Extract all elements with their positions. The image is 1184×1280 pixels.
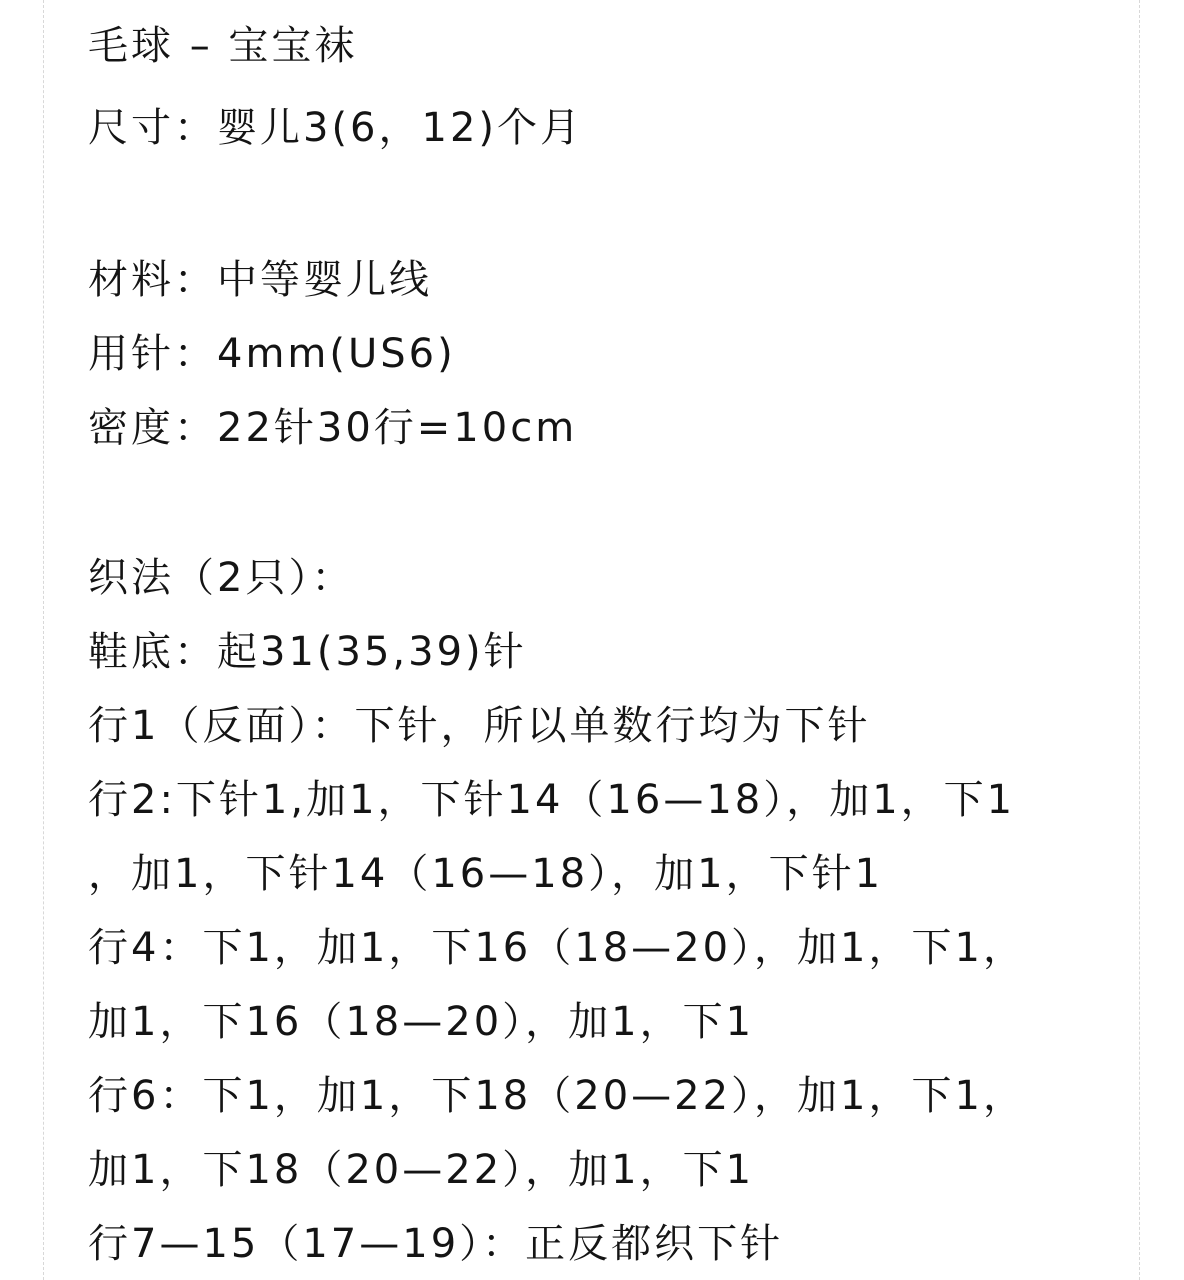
row-6-continued-line: 加1，下18（20—22），加1，下1	[88, 1147, 755, 1193]
row-7-15-line: 行7—15（17—19）：正反都织下针	[88, 1221, 784, 1267]
gauge-line: 密度：22针30行=10cm	[88, 405, 578, 451]
size-line: 尺寸：婴儿3(6，12)个月	[88, 105, 584, 151]
row-1-line: 行1（反面）：下针，所以单数行均为下针	[88, 703, 871, 749]
sole-cast-on-line: 鞋底：起31(35,39)针	[88, 629, 527, 675]
pattern-title: 毛球 – 宝宝袜	[88, 23, 358, 69]
row-4-continued-line: 加1，下16（18—20），加1，下1	[88, 999, 755, 1045]
method-heading: 织法（2只）：	[88, 555, 355, 601]
materials-line: 材料：中等婴儿线	[88, 257, 432, 303]
page-right-dashed-border	[1139, 0, 1140, 1280]
row-2-continued-line: ，加1，下针14（16—18），加1，下针1	[88, 851, 884, 897]
page-left-dashed-border	[43, 0, 44, 1280]
row-2-line: 行2:下针1,加1，下针14（16—18），加1，下1	[88, 777, 1016, 823]
row-6-line: 行6：下1，加1，下18（20—22），加1，下1，	[88, 1073, 1026, 1119]
row-4-line: 行4：下1，加1，下16（18—20），加1，下1，	[88, 925, 1026, 971]
needles-line: 用针：4mm(US6)	[88, 331, 456, 377]
